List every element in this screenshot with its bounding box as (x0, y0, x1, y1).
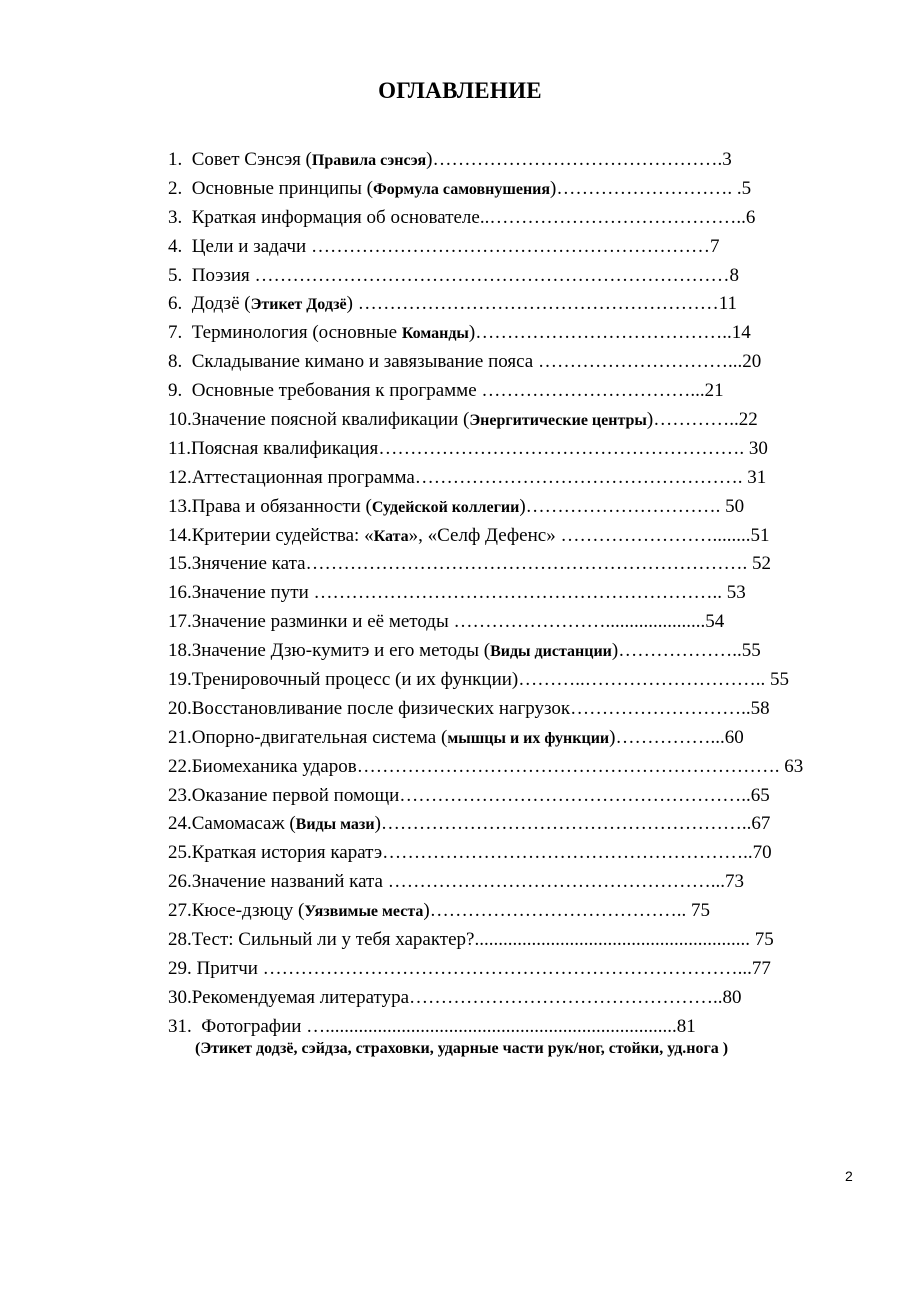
toc-entry-number: 21. (168, 726, 192, 748)
toc-entry-page: .5 (736, 177, 752, 199)
toc-entry-leader: ……………………..................... (453, 611, 706, 633)
toc-entry-text: Самомасаж ( (191, 813, 296, 835)
toc-entry-page: 67 (751, 813, 771, 835)
toc-entry-leader: ………………………………………….. (409, 986, 723, 1008)
toc-entry-text: Знячение ката (191, 553, 306, 575)
toc-entry-number: 4. (168, 235, 183, 257)
toc-entry (168, 262, 836, 291)
toc-entry-leader: .......................................................... (474, 929, 755, 951)
toc-entry-number: 14. (168, 524, 192, 546)
toc-entry-page: 81 (676, 1015, 696, 1037)
toc-entry-number: 17. (168, 611, 192, 633)
toc-entry-text: Оказание первой помощи (191, 784, 400, 806)
toc-entry-number: 27. (168, 900, 192, 922)
toc-entry-text: Притчи (196, 957, 263, 979)
toc-entry-subtitle: Этикет Додзё (250, 296, 347, 314)
toc-entry-text-tail: ) (374, 813, 381, 835)
toc-entry (168, 753, 836, 782)
toc-entry (168, 955, 836, 984)
toc-entry-text-tail: ) (550, 177, 557, 199)
page-number: 2 (845, 1168, 853, 1184)
toc-entry (168, 984, 836, 1013)
toc-entry-number: 1. (168, 149, 183, 170)
toc-entry-text: Складывание кимано и завязывание пояса (191, 351, 538, 373)
toc-entry-text: Тест: Сильный ли у тебя характер? (191, 929, 475, 951)
toc-entry-spacer (182, 207, 192, 228)
toc-entry-leader: ………………………………….. (475, 322, 732, 344)
toc-entry-text: Значение разминки и её методы (191, 611, 454, 633)
toc-entry-text-tail: ) (346, 293, 358, 315)
toc-entry (168, 839, 836, 868)
toc-entry-number: 18. (168, 640, 192, 662)
toc-entry-page: 22 (738, 409, 758, 431)
toc-entry (168, 637, 836, 666)
toc-entry-page: 55 (770, 669, 789, 691)
toc-entry-leader: ………….. (653, 409, 739, 431)
toc-entry (168, 550, 836, 579)
toc-entry-spacer (182, 293, 192, 314)
toc-entry-text-tail: ) (468, 322, 476, 344)
toc-entry-leader: …………………………………………………………………... (262, 957, 752, 979)
toc-entry-spacer (182, 265, 192, 286)
toc-entry-text-tail: ) (423, 900, 430, 922)
toc-entry-spacer (182, 149, 192, 170)
toc-entry-leader: ……………….. (618, 640, 742, 662)
toc-entry-leader: ………………………………………………….. (380, 813, 752, 835)
toc-entry-page: 75 (690, 900, 710, 922)
toc-entry-text-tail: ) (609, 726, 616, 748)
toc-entry-leader: ………………………………………………………………… (254, 264, 730, 286)
toc-entry-page: 20 (742, 351, 762, 373)
toc-entry-number: 5. (168, 264, 183, 286)
toc-entry-page: 31 (747, 466, 767, 488)
toc-entry (168, 319, 836, 348)
toc-entry-text: Основные принципы ( (191, 177, 374, 199)
toc-entry-text: Поэзия (191, 264, 255, 286)
toc-entry-page: 52 (752, 553, 772, 575)
toc-entry-number: 31. (168, 1015, 192, 1037)
toc-entry-number: 19. (168, 669, 192, 691)
toc-entry-page: 80 (722, 986, 742, 1008)
toc-entry-text: Права и обязанности ( (191, 495, 372, 517)
toc-entry-text: Краткая история каратэ (191, 842, 383, 864)
toc-entry-page: 77 (751, 957, 771, 979)
toc-entry-leader: …………………………... (537, 351, 743, 373)
toc-entry-page: 58 (750, 697, 770, 719)
toc-entry-text: Значение названий ката (191, 871, 388, 893)
toc-entry-number: 7. (168, 322, 183, 344)
toc-entry-number: 30. (168, 986, 192, 1008)
toc-entry-text: Восстановливание после физических нагрузок (191, 697, 571, 719)
toc-entry-text: Рекомендуемая литература (191, 986, 410, 1008)
toc-entry-subtitle: Команды (401, 325, 469, 343)
toc-entry-number: 26. (168, 871, 192, 893)
toc-entry-number: 16. (168, 582, 192, 604)
toc-entry (168, 233, 836, 262)
toc-entry-leader: ……………………………………………….. (399, 784, 751, 806)
photos-note: (Этикет додзё, сэйдза, страховки, ударные части рук/ног, стойки, уд.нога ) (195, 1040, 729, 1057)
toc-entry-page: 65 (750, 784, 770, 806)
toc-entry-leader: ……………………………………………………………. (305, 553, 753, 575)
toc-entry (168, 782, 836, 811)
toc-entry-page: 50 (725, 495, 745, 517)
toc-entry (168, 1013, 836, 1042)
toc-entry-leader: ……………………………... (481, 380, 705, 402)
toc-entry-page: 53 (726, 582, 746, 604)
toc-entry-leader: ……………………………………………. (414, 466, 748, 488)
toc-entry-leader: ……………………………………………... (387, 871, 725, 893)
toc-entry-text: Биомеханика ударов (191, 755, 357, 777)
toc-entry (168, 695, 836, 724)
toc-entry-number: 6. (168, 293, 183, 315)
toc-entry-number: 24. (168, 813, 192, 835)
toc-entry-number: 13. (168, 495, 192, 517)
toc-entry-number: 8. (168, 351, 183, 373)
toc-entry-text: Краткая информация об основателе.. (191, 206, 490, 228)
toc-entry-text: Тренировочный процесс (и их функции) (191, 669, 519, 691)
toc-entry-text-tail: ) (519, 495, 526, 517)
document-title: ОГЛАВЛЕНИЕ (378, 78, 542, 103)
toc-entry-subtitle: Виды дистанции (490, 643, 612, 661)
toc-entry-subtitle: мышцы и их функции (447, 729, 610, 747)
toc-entry-text-tail: ) (426, 149, 433, 170)
toc-entry-text: Опорно-двигательная система ( (191, 726, 448, 748)
toc-entry-page: 14 (731, 322, 751, 344)
toc-entry-text: Додзё ( (191, 293, 251, 315)
toc-entry-text: Значение Дзю-кумитэ и его методы ( (191, 640, 491, 662)
toc-entry (168, 666, 836, 695)
toc-entry (168, 348, 836, 377)
toc-entry (168, 810, 836, 839)
toc-entry-leader: ………………………………………………… (357, 293, 719, 315)
toc-entry-text-tail: ) (611, 640, 619, 662)
toc-entry-text-tail: ) (646, 409, 654, 431)
toc-entry-text: Критерии судейства: « (191, 524, 374, 546)
toc-entry-text: Фотографии … (201, 1015, 326, 1037)
toc-entry (168, 897, 836, 926)
toc-entry-subtitle: Энергитические центры (469, 412, 647, 430)
toc-entry-text: Кюсе-дзюцу ( (191, 900, 305, 922)
toc-entry-number: 10. (168, 409, 192, 431)
toc-entry-number: 2. (168, 177, 183, 199)
toc-entry-page: 70 (752, 842, 772, 864)
toc-entry-leader: ……………………………………… (432, 149, 718, 170)
toc-entry (168, 290, 836, 319)
toc-entry-leader: ………..……………………….. (518, 669, 770, 691)
toc-entry-text: Терминология (основные (191, 322, 402, 344)
toc-entry-page: 73 (724, 871, 744, 893)
toc-entry-leader: …………………………. (525, 495, 726, 517)
toc-entry (168, 175, 836, 204)
toc-entry-leader: ……………………........ (560, 524, 751, 546)
toc-entry-spacer (182, 380, 192, 401)
toc-entry-number: 22. (168, 755, 192, 777)
toc-entry (168, 406, 836, 435)
toc-entry-page: 21 (704, 380, 724, 402)
toc-entry-text-tail: », «Селф Дефенс» (408, 524, 561, 546)
toc-entry-page: 60 (724, 726, 744, 748)
toc-entry-page: .3 (717, 149, 732, 170)
toc-entry-leader: ……………………………………………………….. (313, 582, 727, 604)
toc-entry-text: Поясная квалификация (191, 437, 379, 459)
toc-entry-page: 30 (748, 437, 768, 459)
toc-entry-text: Основные требования к программе (191, 380, 482, 402)
toc-entry-spacer (182, 351, 192, 372)
toc-entry-leader: .......................................................................... (325, 1015, 677, 1037)
toc-entry-subtitle: Виды мази (295, 816, 375, 834)
toc-entry-page: 75 (754, 929, 774, 951)
toc-entry-page: 54 (705, 611, 725, 633)
toc-entry-text: Значение поясной квалификации ( (191, 409, 470, 431)
toc-entry-number: 9. (168, 380, 183, 402)
toc-entry-page: 8 (729, 264, 740, 286)
toc-entry-number: 25. (168, 842, 192, 864)
toc-entry-text: Аттестационная программа (191, 466, 415, 488)
toc-entry-leader: ……………………………………………………… (310, 235, 710, 257)
toc-entry (168, 435, 836, 464)
toc-entry-subtitle: Уязвимые места (304, 903, 424, 921)
toc-entry-page: 51 (750, 524, 770, 546)
toc-entry-number: 28. (168, 929, 192, 951)
toc-entry-subtitle: Правила сэнсэя (311, 152, 427, 169)
toc-entry-leader: ……………... (615, 726, 725, 748)
toc-entry-leader: ………………………………….. (429, 900, 691, 922)
toc-entry-spacer (192, 1016, 202, 1037)
table-of-contents (168, 146, 836, 1042)
toc-entry (168, 926, 836, 955)
toc-entry (168, 377, 836, 406)
toc-entry (168, 579, 836, 608)
toc-entry (168, 493, 836, 522)
toc-entry (168, 608, 836, 637)
toc-entry-text: Цели и задачи (191, 235, 311, 257)
toc-entry-number: 15. (168, 553, 192, 575)
toc-entry-text: Совет Сэнсэя ( (191, 149, 312, 170)
toc-entry-number: 11. (168, 437, 192, 459)
toc-entry-number: 20. (168, 697, 192, 719)
toc-entry-page: 55 (741, 640, 761, 662)
toc-entry-page: 7 (709, 235, 720, 257)
toc-entry-page: 11 (718, 293, 738, 315)
toc-entry-leader: ………………………. (556, 177, 737, 199)
toc-entry-leader: ………………………………….. (489, 206, 746, 228)
toc-entry-text: Значение пути (191, 582, 314, 604)
toc-entry-leader: …………………………………………………. (378, 437, 749, 459)
toc-entry-leader: ………………………………………………….. (382, 842, 753, 864)
toc-entry-subtitle: Судейской коллегии (371, 498, 520, 516)
toc-entry (168, 522, 836, 551)
toc-entry (168, 868, 836, 897)
toc-entry-spacer (182, 322, 192, 343)
toc-entry-leader: ……………………….. (570, 697, 751, 719)
toc-entry-spacer (182, 236, 192, 257)
toc-entry (168, 204, 836, 233)
toc-entry-page: 63 (784, 755, 804, 777)
toc-entry-spacer (182, 178, 192, 199)
toc-entry-leader: …………………………………………………………. (356, 755, 785, 777)
toc-entry-page: 6 (745, 206, 756, 228)
toc-entry-subtitle: Ката (373, 527, 409, 545)
toc-entry (168, 146, 836, 175)
toc-entry-number: 12. (168, 466, 192, 488)
toc-entry-number: 29. (168, 957, 192, 979)
toc-entry-number: 3. (168, 206, 183, 228)
toc-entry-number: 23. (168, 784, 192, 806)
toc-entry (168, 464, 836, 493)
toc-entry-subtitle: Формула самовнушения (373, 180, 551, 198)
toc-entry (168, 724, 836, 753)
